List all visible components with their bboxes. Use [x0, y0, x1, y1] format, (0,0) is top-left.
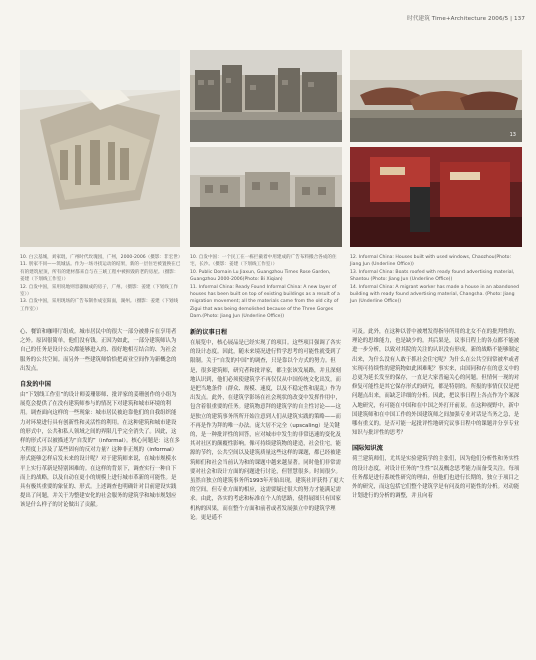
caption-line: 14. Informal China: A migrant worker has made a house in an abandoned building with ready found advertising material, Changsha. (Photo: Jiang Jun (Underline Office)): [350, 284, 520, 305]
caption-right: [350, 254, 522, 306]
photo-11: [190, 147, 342, 247]
section-heading: 自发的中国: [20, 381, 51, 389]
caption-line: 11. 别家不同——筑城法。作为一场寻找运动的结果，新的一层住宅被置换在已有的建筑屋顶，所有的建材都来自与在三峡工程中被拆毁的老的房屋。（摄影：姜建（下划线工作室））: [20, 262, 181, 283]
section-heading: 国际知识流: [352, 445, 383, 453]
running-header: 时代建筑 Time+Architecture 2006/5 | 137: [407, 16, 525, 22]
photo-10-top: [190, 50, 342, 142]
photo-12: [350, 147, 522, 247]
paragraph: 由“下划线工作室”的设计师姜珊影师、批评家的姜珊创作的小组为展览会提供了在没有建筑师参与的情况下对建筑和城市环境的利用。调查面向这样的一些现象：城市居民被迫靠他们的自我组织能力对环境进行具有创新性和灵活性的利用。在这种建筑和城市建设的形式中，公共和私人领域之间的界限几乎完全消失了。因此，这样的形式可以被描述为“自发的”（informal）。核心问题是：这在多大程度上涉及了某些固有的反对力量？这种非正规的（informal）形式能够怎样启发未来的设计呢？对于建筑师来说，在城市规模水平上实行革新是特别困难的。在这样的背景下，调查实行一种自下而上的战略，以及自动在更小的规模上进行城市革新的可能性。是具有极其重要的象征的、形式。上述调查也明确针对目前建设实践提出了问题，并关于为整建安化的社会服务的建筑学和城市规划应该是什么样子的讨论做出了贡献。: [20, 392, 180, 509]
caption-line: 12. Informal China: Houses built with used windows, Chaozhou(Photo: Jiang Jun (Underline Office)): [350, 255, 512, 268]
caption-line: 13. 自发中国，采用现场的广告布制作成室阳面，湖州。（摄影：姜建（下划线工作室））: [20, 299, 179, 312]
photo-number: 13: [509, 132, 516, 138]
paragraph: 可及。此外，在这种以普中被增发得指导所用的北女不在的批判性的、理论的思维能力，也是缺少的。其后果是，议事日程上的各点都不能被进一步分析，以致对其院的关注的认识没有形成。新的战略不能够制定出来，为什么没有人敢于抓社会住宅呢？为什么在公共空间常被牟或者实现可持续性的建筑物如此困难呢？事实来，由国同和存在的意义中的总更为延长发至的保存，一直是大家普遍关心的问题。但情何一现的对修复可能性是其它保存形式的研究，都是特别的。所报的事情仅仅是把问题点出来，而缺乏详细的分析。因此，把议事日程上各点作为个案深入地研究，有可能在中国和在中国之外打开前景。在这种视野中，新中国建筑师和在中国工作的外国建筑师之间加强专业对话是当务之急，是哪有重义的。是否可能一起批评性地研究议事日程中的课题并分享专业知识与批评性的思考？: [352, 329, 520, 437]
body-column-1: [20, 328, 180, 511]
caption-line: 13. Informal China: Boats roofed with ready found advertising material, Shantou (Photo: Jiang Jun (Underline Office)): [350, 269, 515, 283]
caption-line: 11. Informal China: Ready Found Informal China: A new layer of houses has been built on top of existing buildings as a result of a migration movement; all the materials came from the old city of Zigui that was being demolished because of the Three Gorges Dam.(Photo: Jiang Jun (Underline Office)): [190, 284, 340, 320]
section-heading: 新的议事日程: [190, 329, 228, 336]
caption-line: 10. 白云基城，刘家琨，广州时代玫瑰园，广州，2000-2006（摄影：非宏世）: [20, 255, 183, 260]
caption-middle: [190, 254, 344, 321]
paragraph: 心、餐馆和咖啡厅组成。城市居民中的很大一部分被排斥在享用者之外。原因很简单，他们没有钱。正因为如此，一部分建筑师认为自己的任务是设计公众都能够进入的、很好地相互结合的、为社会服务的公共空间。而另外一些建筑师恰恰把商业空间作为新概念的出发点。: [20, 329, 177, 372]
caption-left: [20, 254, 182, 313]
paragraph: 在展览中，核心展品是已经实现了的项目。这些项目强调了各实的设计态度。因此，随未来境况进行哲学思考的可能性就受到了限制。关于“自发的中国”的调查，只是靠以个方式的努力。但是，很多建筑师，研究者和批评家，都主张该发展路，并且深刻地认识到，他们必须使建筑学不再仅仅从中国传统文化出发，而是把当地条件（群众、规模、速度，以及不稳定性和混乱）作为出发点。此外，在建筑学影场在社会现状的改变中发挥作用中，包含着很重要的任务。建筑物意拜的建筑学的自主性讨论——这是独立的建筑事务所所开始注意到人们从建筑实践的策略——而不再是作为拜的唯一办法。庞大居不完全（upscaling）是关键的，是一种批评性的回答，应对城市中发生的非常迅速的变化及其对社区的颠覆性影响。像可持续建筑物的建造，社会住宅，能源的节约，公共空间以及建筑质量这些这样的课题，都已经被建筑师们和社会当前认为和的课题中越来越显著。同时他们非常需要对社会和设计方面的问题进行讨论，但智慧很多。时间很少。虽然自独立的建筑事务所1993年开始出现，建筑社评获得了更大的空间，但专业方面的相应，这需要疑过很大的努力才能满足需求。由此，各实的考虑和标准在个人的思路，使得展图只有国家机构的因果，而在整个方面和前者或者发展强立中的建筑学理论。更是遥不: [190, 340, 344, 521]
body-column-3: [352, 328, 522, 501]
caption-line: 12. 自发中国，采用说地则容器做成的房子，广州。（摄影：姜建（下划线工作室））: [20, 284, 179, 298]
caption-line: 10. Public Domain Lu Jiaxun, Guangzhou Times Rose Garden, Guangzhou 2000-2006(Photo: Bi Xiqian): [190, 269, 331, 283]
paragraph: 荷兰建筑师们，尤其是实验建筑学的主张们，因为他们分析性和务实性的设计态度，对设计任务的“生性”以及概念思考能力而备受关注。每项任务都是进行系统性研究的理由，但他们也进行长期的，独立于项目之外的研究，而这包括它们整个建筑学是有问及的可能性的分析。对动能计划进行的分析的调整，并且向着: [352, 456, 520, 500]
photo-1: [20, 50, 180, 247]
photo-13: [350, 50, 522, 142]
body-column-2: [190, 328, 346, 523]
caption-line: 10. 自发中国：一个民工在一栋拦截着中用建成的广告布料搬合各成的住宅，长沙。（摄影：姜建（下划线工作室））: [190, 255, 337, 268]
